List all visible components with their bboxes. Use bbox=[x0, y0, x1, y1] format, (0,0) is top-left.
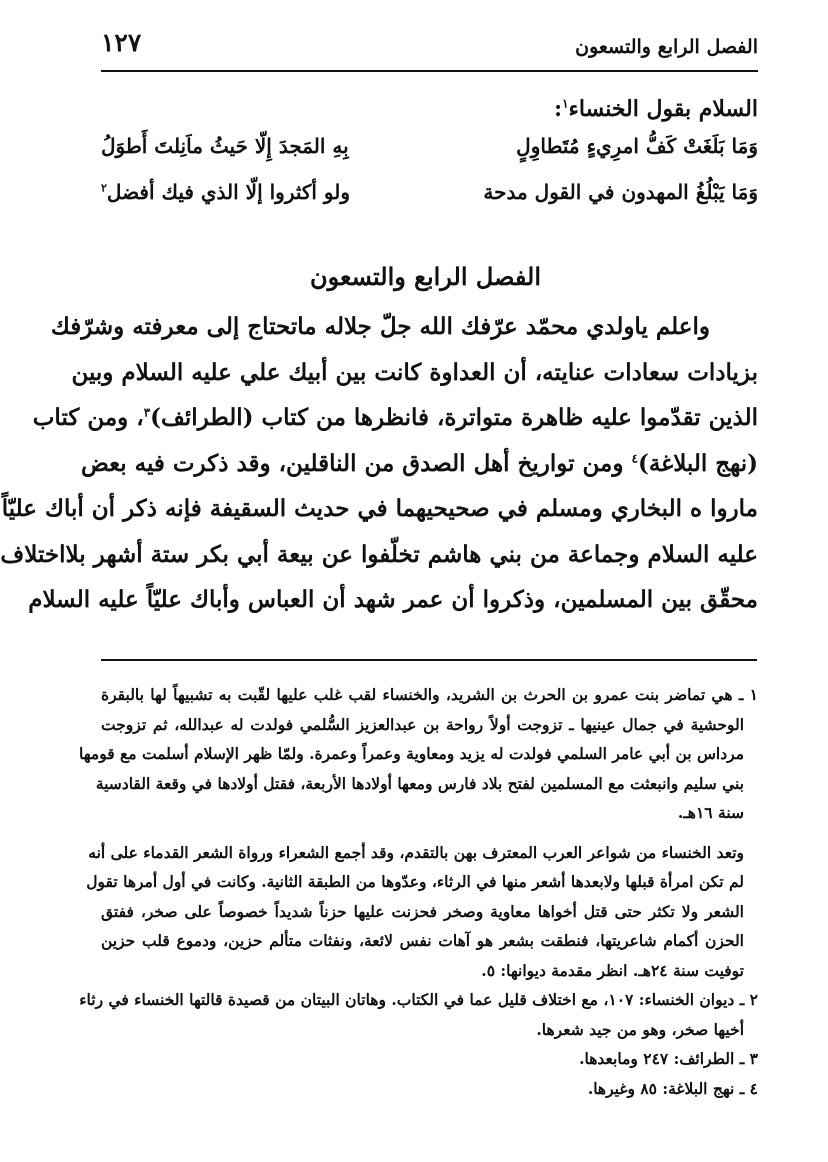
footnote-line: مرداس بن أبي عامر السلمي فولدت له يزيد ومعاوية وعمراً وعمرة. ولمّا ظهر الإسلام أسلمت مع قومها bbox=[79, 744, 744, 763]
footnote bbox=[86, 838, 758, 986]
poem-intro-text: السلام بقول الخنساء bbox=[568, 96, 758, 122]
footnote-separator bbox=[101, 659, 757, 661]
body-line-text: محقّق بين المسلمين، وذكروا أن عمر شهد أن العباس وأباك عليّاً عليه السلام bbox=[28, 586, 758, 613]
footnote-line: سنة ١٦هـ. bbox=[677, 803, 744, 822]
body-line bbox=[28, 577, 758, 623]
poem-verse bbox=[101, 134, 758, 170]
poem-verse bbox=[101, 180, 758, 216]
footnote-line: ٤ ـ نهج البلاغة: ٨٥ وغيرها. bbox=[587, 1078, 758, 1098]
body-line-text: ، ومن كتاب bbox=[32, 404, 144, 431]
body-line bbox=[0, 532, 758, 578]
footnote-line: ١ ـ هي تماضر بنت عمرو بن الحرث بن الشريد، والخنساء لقب غلب عليها لقّبت به تشبيهاً لها بالبقرة bbox=[101, 685, 758, 704]
verse-second-text: ولو أكثروا إلّا الذي فيك أفضل bbox=[106, 180, 351, 204]
body-line-text: (نهج البلاغة) bbox=[637, 449, 758, 477]
running-title: الفصل الرابع والتسعون bbox=[575, 36, 758, 58]
footnote bbox=[101, 1044, 758, 1074]
footnote-line: الوحشية في جمال عينيها ـ تزوجت أولاً رواحة بن عبدالعزيز السُّلمي فولدت له عبدالله، ثم تزوجت bbox=[101, 714, 744, 734]
body-line-text: بزيادات سعادات عنايته، أن العداوة كانت بين أبيك علي عليه السلام وبين bbox=[71, 358, 758, 386]
verse-first-hemistich: وَمَا بَلَغَتْ كَفُّ امرِيءٍ مُتَطاوِلٍ bbox=[516, 134, 758, 158]
footnote-line: الشعر ولا تكثر حتى قتل أخواها معاوية وصخر فحزنت عليها حزناً شديداً خصوصاً على صخر، ففتق bbox=[101, 901, 744, 921]
footnote-line: ٢ ـ ديوان الخنساء: ١٠٧، مع اختلاف قليل عما في الكتاب. وهاتان البيتان من قصيدة قالتها الخنساء في رثاء bbox=[79, 990, 758, 1009]
footnote-line: الحزن أكمام شاعريتها، فنطقت بشعر هو آهات نفس لائعة، ونفثات متألم حزين، ودموع قلب حزين bbox=[101, 931, 744, 950]
verse-second-hemistich bbox=[101, 134, 349, 158]
footnote bbox=[79, 680, 758, 828]
body-line bbox=[32, 395, 758, 441]
verse-first-hemistich: وَمَا يَبْلُغُ المهدون في القول مدحة bbox=[483, 180, 758, 204]
footnote-line: وتعد الخنساء من شواعر العرب المعترف بهن بالتقدم، وقد أجمع الشعراء ورواة الشعر القدماء على أنه bbox=[88, 842, 744, 862]
chapter-body bbox=[0, 304, 758, 623]
footnote-ref: ١ bbox=[562, 96, 569, 111]
body-line bbox=[71, 350, 758, 396]
body-line-text: عليه السلام وجماعة من بني هاشم تخلّفوا عن بيعة أبي بكر ستة أشهر بلااختلاف bbox=[0, 540, 758, 568]
footnote-ref: ٣ bbox=[143, 405, 151, 420]
chapter-title: الفصل الرابع والتسعون bbox=[310, 262, 541, 291]
poem-intro: السلام بقول الخنساء$^١$: bbox=[553, 96, 758, 122]
running-header bbox=[101, 28, 758, 68]
footnote-line: ٣ ـ الطرائف: ٢٤٧ ومابعدها. bbox=[579, 1049, 758, 1068]
footnote-ref: ٤ bbox=[631, 450, 638, 465]
verse-second-text: بِهِ المَجدَ إِلّا حَيثُ ماَنِلتَ أَطوَلُ bbox=[101, 134, 349, 158]
body-line-text: ماروا ه البخاري ومسلم في صحيحيهما في حديث السقيفة فإنه ذكر أن أباك عليّاً bbox=[1, 495, 758, 522]
footnote bbox=[101, 1074, 758, 1104]
footnotes bbox=[79, 680, 758, 1103]
body-line-text: ومن تواريخ أهل الصدق من الناقلين، وقد ذكرت فيه بعض bbox=[80, 449, 632, 477]
footnote-line: بني سليم وانبعثت مع المسلمين لفتح بلاد فارس ومعها أولادها الأربعة، فقتل أولادها في وقعة القادسية bbox=[95, 773, 744, 793]
header-rule bbox=[101, 70, 758, 72]
page-number: ١٢٧ bbox=[101, 28, 142, 57]
footnote-line: أخيها صخر، وهو من جيد شعرها. bbox=[536, 1019, 744, 1039]
footnote-gap bbox=[101, 828, 758, 838]
footnote-line: لم تكن امرأة قبلها ولابعدها أشعر منها في الرثاء، وعدّوها من الطبقة الثانية. وكانت في أول أمرها تقول bbox=[86, 872, 744, 891]
body-line bbox=[80, 441, 758, 487]
body-line bbox=[1, 486, 758, 532]
body-line-text: الذين تقدّموا عليه ظاهرة متواترة، فانظرها من كتاب (الطرائف) bbox=[150, 404, 758, 431]
footnote-line: توفيت سنة ٢٤هـ. انظر مقدمة ديوانها: ٥. bbox=[481, 960, 744, 980]
verse-second-hemistich bbox=[101, 180, 350, 204]
footnote bbox=[79, 985, 758, 1044]
body-line-text: واعلم ياولدي محمّد عرّفك الله جلّ جلاله ماتحتاج إلى معرفته وشرّفك bbox=[50, 313, 710, 340]
body-line bbox=[50, 304, 758, 350]
footnote-ref: ٢ bbox=[101, 181, 107, 195]
